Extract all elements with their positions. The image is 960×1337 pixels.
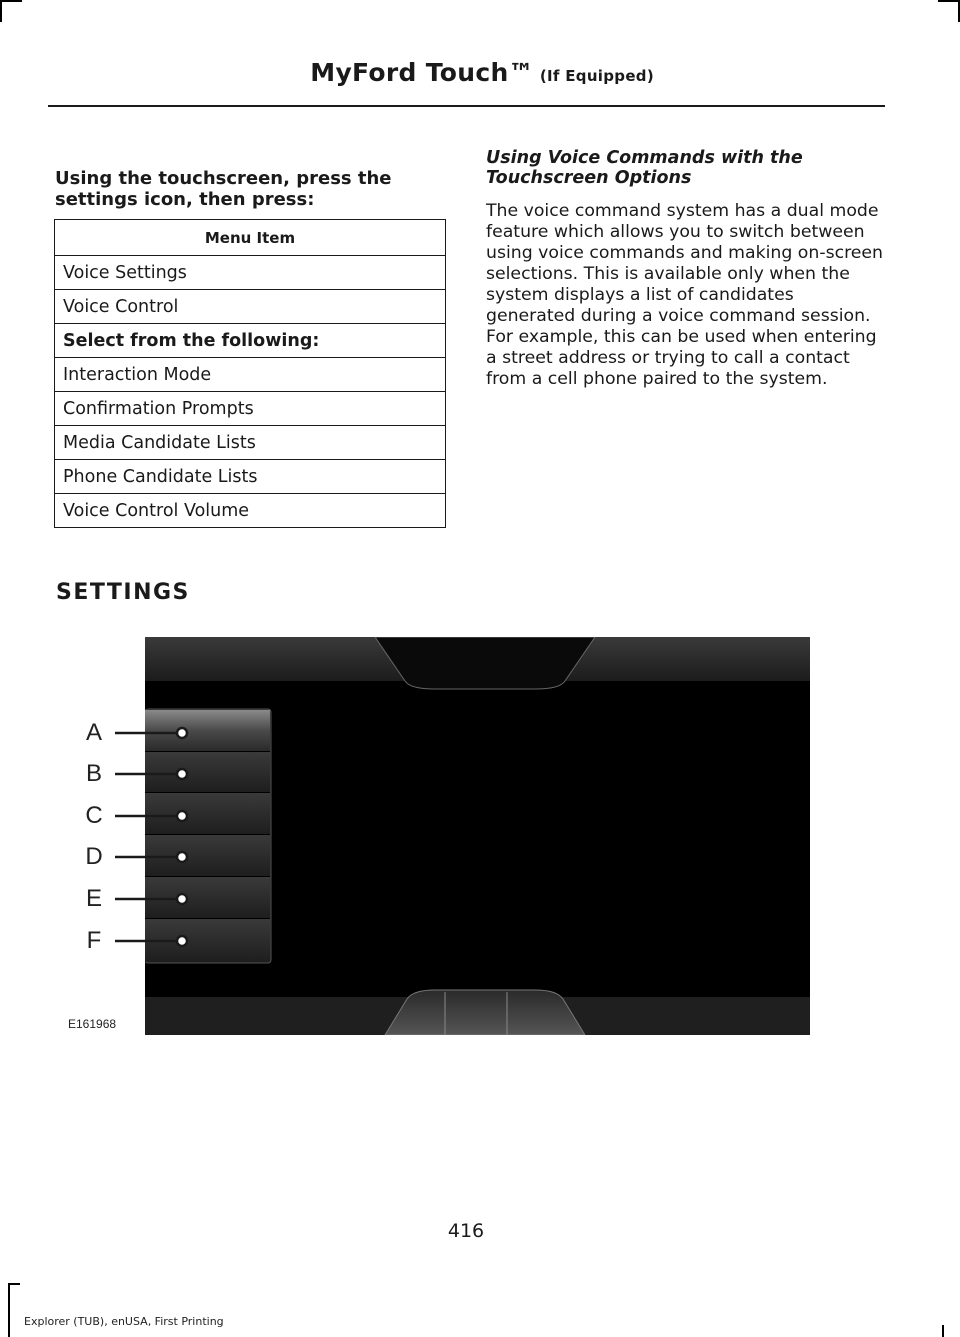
crop-mark xyxy=(0,0,22,2)
intro-text: Using the touchscreen, press the settings icon, then press: xyxy=(55,168,392,210)
footer-text: Explorer (TUB), enUSA, First Printing xyxy=(24,1315,224,1328)
table-cell: Select from the following: xyxy=(55,324,446,358)
callout-d: D xyxy=(85,843,103,870)
settings-screen-illustration xyxy=(145,637,810,1035)
table-cell: Phone Candidate Lists xyxy=(55,460,446,494)
crop-mark xyxy=(938,0,960,2)
table-row xyxy=(55,290,446,324)
callout-c: C xyxy=(85,802,103,829)
page-header-title: MyFord Touch™ (If Equipped) xyxy=(310,58,654,87)
table-cell: Interaction Mode xyxy=(55,358,446,392)
table-row xyxy=(55,256,446,290)
touchscreen-image xyxy=(145,637,810,1035)
crop-mark xyxy=(0,0,2,22)
section-title: SETTINGS xyxy=(56,580,190,605)
table-cell: Voice Settings xyxy=(55,256,446,290)
crop-mark xyxy=(8,1283,20,1285)
table-row xyxy=(55,358,446,392)
crop-mark xyxy=(942,1325,944,1337)
header-divider xyxy=(48,105,885,107)
menu-item-table xyxy=(54,219,446,528)
table-header: Menu Item xyxy=(55,220,446,256)
crop-mark xyxy=(8,1283,10,1337)
table-cell: Voice Control xyxy=(55,290,446,324)
table-row xyxy=(55,460,446,494)
callout-f: F xyxy=(86,927,102,954)
section-subheading: Using Voice Commands with the Touchscreen Options xyxy=(486,148,803,188)
table-cell: Voice Control Volume xyxy=(55,494,446,528)
table-cell: Confirmation Prompts xyxy=(55,392,446,426)
body-paragraph: The voice command system has a dual mode feature which allows you to switch between using voice commands and making on-screen selections. This is available only when the system displays a list of candidates generated during a voice command session. For example, this can be used when entering a street address or trying to call a contact from a cell phone paired to the system. xyxy=(486,201,884,389)
figure-id: E161968 xyxy=(68,1017,117,1031)
page-number: 416 xyxy=(447,1220,485,1242)
callout-e: E xyxy=(85,885,102,912)
callout-leaders xyxy=(110,720,200,960)
table-row xyxy=(55,494,446,528)
table-row xyxy=(55,392,446,426)
table-row xyxy=(55,426,446,460)
callout-a: A xyxy=(85,719,102,746)
callout-b: B xyxy=(85,760,102,787)
table-row xyxy=(55,324,446,358)
page-header-subtitle: (If Equipped) xyxy=(539,67,654,85)
table-cell: Media Candidate Lists xyxy=(55,426,446,460)
